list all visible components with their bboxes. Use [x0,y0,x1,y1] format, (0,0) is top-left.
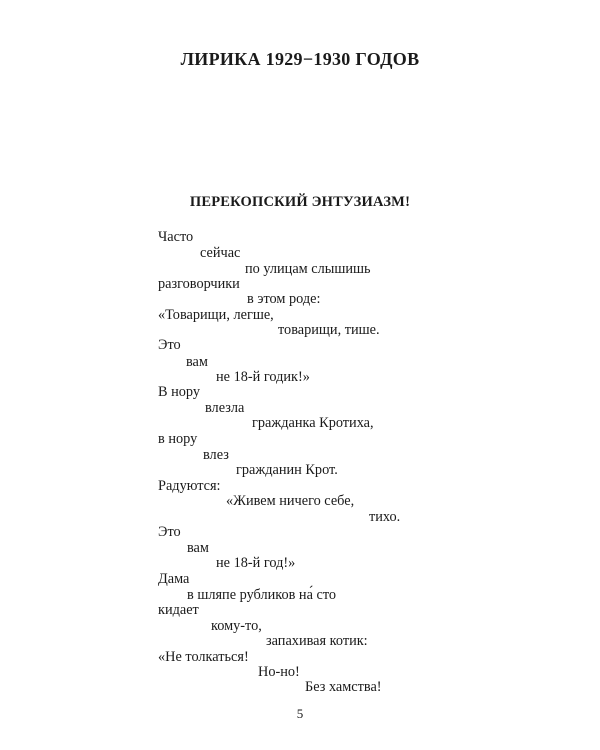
poem-line: Это [158,337,181,353]
poem-line: Но-но! [258,664,300,680]
poem-line: тихо. [369,509,401,525]
poem-line: Это [158,524,181,540]
poem-line: сейчас [200,245,241,261]
poem-line: Часто [158,229,194,245]
page-number: 5 [296,706,304,721]
poem-line: кому-то, [211,618,262,634]
poem-line: влезла [205,400,245,416]
section-title: ЛИРИКА 1929−1930 ГОДОВ [180,49,420,69]
poem-line: в этом роде: [247,291,321,307]
poem-line: Дама [158,571,190,587]
poem-title: ПЕРЕКОПСКИЙ ЭНТУЗИАЗМ! [189,194,411,210]
poem-line: по улицам слышишь [245,261,371,277]
poem-line: в шляпе рубликов на́ сто [187,587,337,603]
poem-line: гражданка Кротиха, [252,415,374,431]
poem-line: «Живем ничего себе, [226,493,355,509]
poem-line: В нору [158,384,201,400]
poem-line: «Товарищи, легше, [158,307,274,323]
poem-line: кидает [158,602,199,618]
poem-line: Без хамства! [305,679,382,695]
poem-line: Радуются: [158,478,221,494]
poem-line: разговорчики [158,276,240,292]
poem-line: вам [186,354,208,370]
poem-line: не 18-й год!» [216,555,296,571]
poem-line: в нору [158,431,198,447]
poem-line: гражданин Крот. [236,462,338,478]
poem-line: влез [203,447,229,463]
poem-line: товарищи, тише. [278,322,380,338]
poem-line: не 18-й годик!» [216,369,310,385]
poem-line: запахивая котик: [266,633,368,649]
poem-line: вам [187,540,209,556]
poem-line: «Не толкаться! [158,649,249,665]
